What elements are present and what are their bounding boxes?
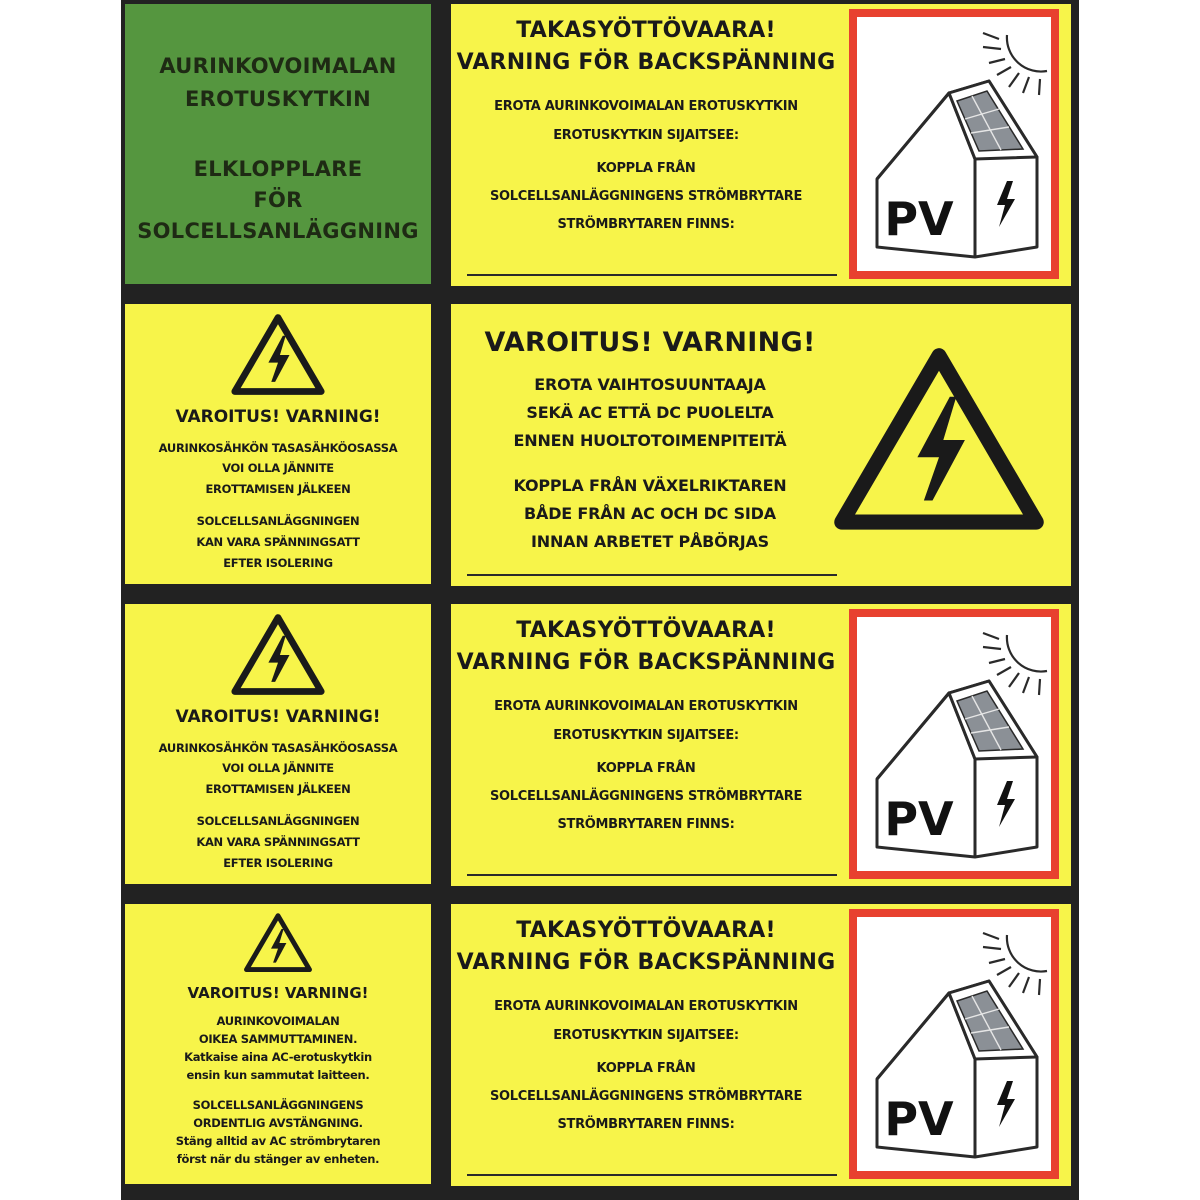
label-title: VAROITUS! VARNING! (187, 984, 369, 1002)
label-line: SOLCELLSANLÄGGNINGEN (196, 514, 360, 528)
label-line: SOLCELLSANLÄGGNINGENS (192, 1098, 364, 1112)
label-line: EROTA AURINKOVOIMALAN EROTUSKYTKIN (494, 99, 798, 114)
pv-house-icon (849, 608, 1059, 880)
label-line: EROTUSKYTKIN SIJAITSEE: (553, 728, 739, 743)
label-title: TAKASYÖTTÖVAARA! (516, 618, 776, 643)
label-line: EROTTAMISEN JÄLKEEN (205, 782, 351, 796)
pv-house-icon (849, 908, 1059, 1180)
write-in-line (467, 874, 837, 876)
label-line: först när du stänger av enheten. (176, 1152, 380, 1166)
label-line: VOI OLLA JÄNNITE (222, 761, 334, 775)
label-line: VOI OLLA JÄNNITE (222, 461, 334, 475)
label-line: Stäng alltid av AC strömbrytaren (175, 1134, 381, 1148)
label-line: ensin kun sammutat laitteen. (186, 1068, 370, 1082)
backfeed-warning-label (451, 904, 1071, 1186)
label-line: SOLCELLSANLÄGGNINGENS STRÖMBRYTARE (489, 789, 803, 804)
label-line: STRÖMBRYTAREN FINNS: (557, 217, 735, 232)
label-line: EROTA AURINKOVOIMALAN EROTUSKYTKIN (494, 699, 798, 714)
dc-voltage-warning-label (125, 604, 431, 884)
high-voltage-warning-icon (230, 312, 326, 398)
label-line: EFTER ISOLERING (223, 856, 333, 870)
backfeed-warning-label (451, 604, 1071, 886)
label-title: VAROITUS! VARNING! (175, 407, 381, 427)
high-voltage-warning-icon (243, 912, 313, 974)
label-sheet (121, 0, 1079, 1200)
label-line: STRÖMBRYTAREN FINNS: (557, 817, 735, 832)
label-line: OIKEA SAMMUTTAMINEN. (198, 1032, 358, 1046)
label-line: KOPPLA FRÅN (596, 1061, 696, 1076)
label-line: KOPPLA FRÅN VÄXELRIKTAREN (513, 476, 787, 495)
label-line: AURINKOSÄHKÖN TASASÄHKÖOSASSA (158, 441, 398, 455)
label-line: ELKLOPPLARE (193, 157, 363, 181)
label-title: VARNING FÖR BACKSPÄNNING (456, 50, 836, 75)
label-title: VAROITUS! VARNING! (484, 327, 816, 358)
label-line: INNAN ARBETET PÅBÖRJAS (531, 532, 769, 551)
write-in-line (467, 274, 837, 276)
label-line: BÅDE FRÅN AC OCH DC SIDA (524, 504, 776, 523)
label-line: EROTA VAIHTOSUUNTAAJA (534, 375, 766, 394)
label-title: VARNING FÖR BACKSPÄNNING (456, 950, 836, 975)
write-in-line (467, 574, 837, 576)
dc-voltage-warning-label (125, 304, 431, 584)
label-title: VAROITUS! VARNING! (175, 707, 381, 727)
label-line: KOPPLA FRÅN (596, 761, 696, 776)
label-title: TAKASYÖTTÖVAARA! (516, 918, 776, 943)
label-line: EROTUSKYTKIN SIJAITSEE: (553, 128, 739, 143)
shutdown-warning-label (125, 904, 431, 1184)
pv-disconnect-label (125, 4, 431, 284)
label-line: EROTUSKYTKIN SIJAITSEE: (553, 1028, 739, 1043)
label-line: KOPPLA FRÅN (596, 161, 696, 176)
label-line: SOLCELLSANLÄGGNINGENS STRÖMBRYTARE (489, 189, 803, 204)
inverter-warning-label (451, 304, 1071, 586)
label-line: ENNEN HUOLTOTOIMENPITEITÄ (513, 431, 787, 450)
label-line: KAN VARA SPÄNNINGSATT (196, 835, 360, 849)
label-line: ORDENTLIG AVSTÄNGNING. (193, 1116, 363, 1130)
label-line: SOLCELLSANLÄGGNING (137, 219, 419, 243)
label-line: EROTTAMISEN JÄLKEEN (205, 482, 351, 496)
label-line: Katkaise aina AC-erotuskytkin (184, 1050, 372, 1064)
label-line: EROTUSKYTKIN (185, 87, 371, 111)
label-title: VARNING FÖR BACKSPÄNNING (456, 650, 836, 675)
label-line: AURINKOSÄHKÖN TASASÄHKÖOSASSA (158, 741, 398, 755)
label-line: SOLCELLSANLÄGGNINGEN (196, 814, 360, 828)
high-voltage-warning-icon (230, 612, 326, 698)
label-line: AURINKOVOIMALAN (159, 54, 397, 78)
label-line: KAN VARA SPÄNNINGSATT (196, 535, 360, 549)
label-title: TAKASYÖTTÖVAARA! (516, 18, 776, 43)
high-voltage-warning-icon (831, 344, 1047, 536)
backfeed-warning-label (451, 4, 1071, 286)
label-line: FÖR (253, 188, 303, 212)
write-in-line (467, 1174, 837, 1176)
label-line: EROTA AURINKOVOIMALAN EROTUSKYTKIN (494, 999, 798, 1014)
label-line: SOLCELLSANLÄGGNINGENS STRÖMBRYTARE (489, 1089, 803, 1104)
label-line: STRÖMBRYTAREN FINNS: (557, 1117, 735, 1132)
label-line: EFTER ISOLERING (223, 556, 333, 570)
label-line: AURINKOVOIMALAN (216, 1014, 340, 1028)
pv-house-icon (849, 8, 1059, 280)
label-line: SEKÄ AC ETTÄ DC PUOLELTA (526, 403, 774, 422)
